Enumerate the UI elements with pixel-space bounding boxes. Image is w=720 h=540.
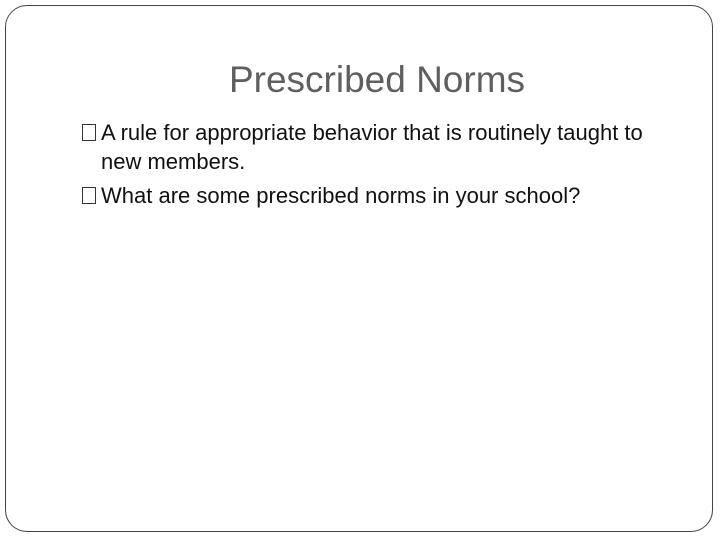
bullet-item	[81, 118, 681, 176]
bullet-square-icon	[82, 187, 96, 204]
bullet-text: A rule for appropriate behavior that is routinely taught to new members.	[101, 120, 643, 174]
bullet-item	[81, 181, 681, 210]
bullet-square-icon	[82, 124, 96, 141]
bullet-text: What are some prescribed norms in your school?	[101, 183, 581, 208]
bullet-list	[81, 118, 681, 215]
slide-title: Prescribed Norms	[228, 59, 526, 100]
